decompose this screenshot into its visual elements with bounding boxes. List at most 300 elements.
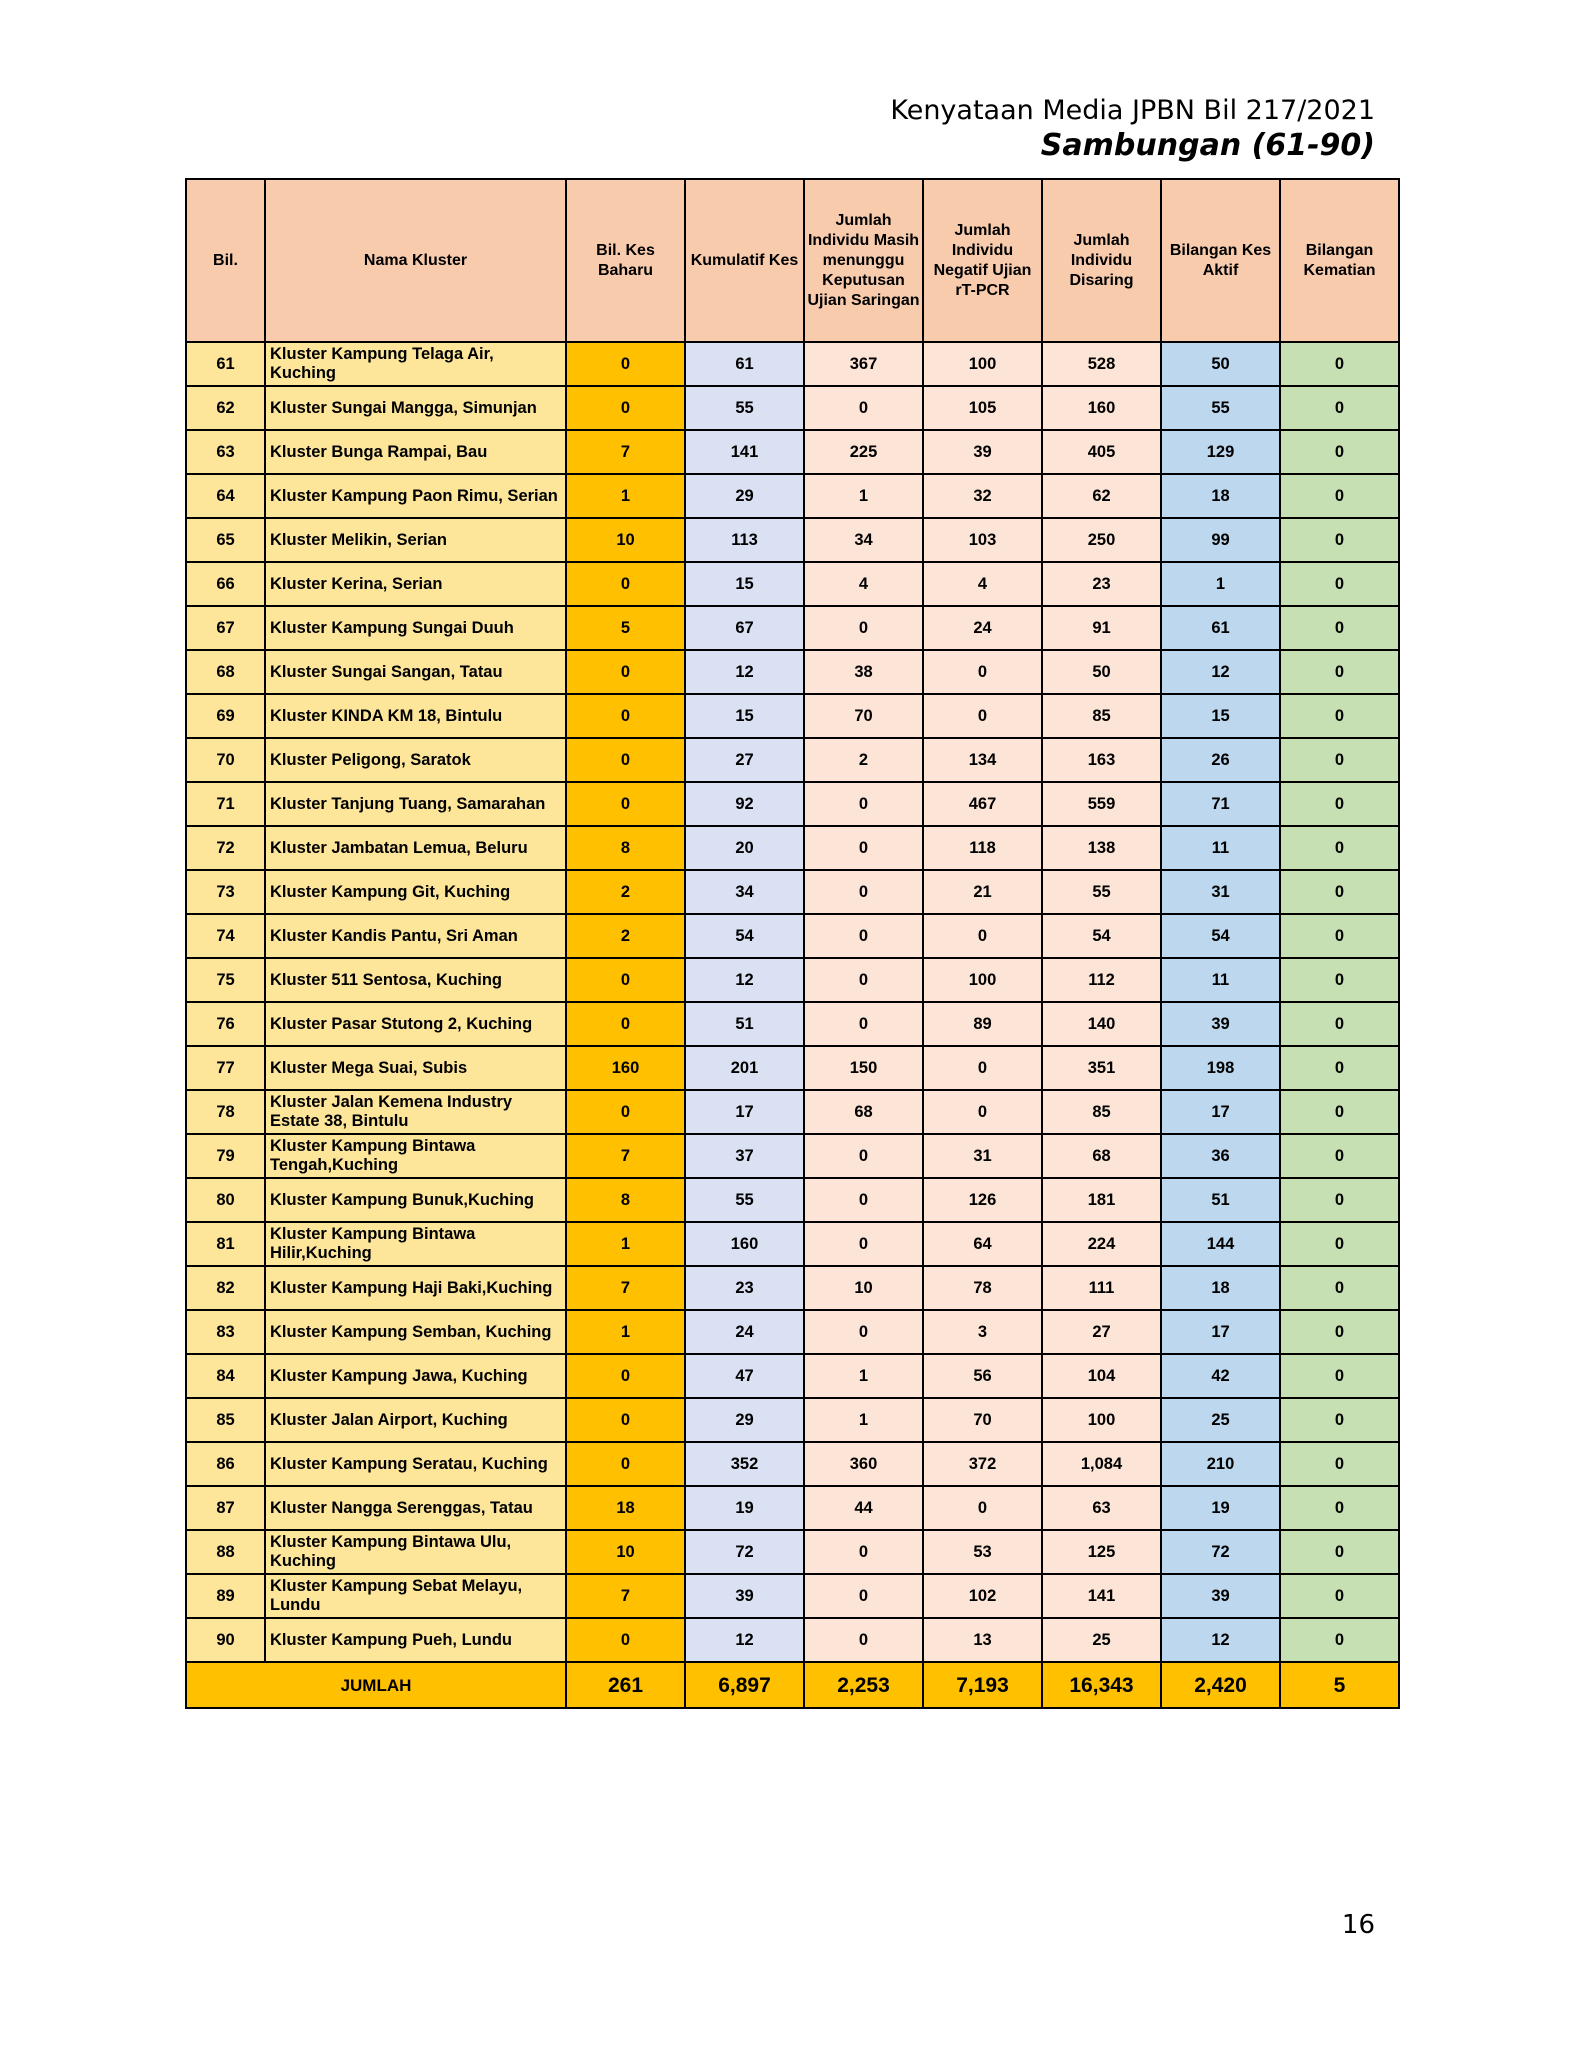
cell-aktif: 11 (1161, 958, 1280, 1002)
cell-nama-kluster: Kluster Kampung Bintawa Ulu, Kuching (265, 1530, 566, 1574)
cell-kematian: 0 (1280, 1134, 1399, 1178)
cell-aktif: 15 (1161, 694, 1280, 738)
cell-negatif: 78 (923, 1266, 1042, 1310)
cell-kematian: 0 (1280, 1354, 1399, 1398)
cell-bil: 65 (186, 518, 265, 562)
cell-disaring: 62 (1042, 474, 1161, 518)
cell-bil: 61 (186, 342, 265, 386)
cell-disaring: 125 (1042, 1530, 1161, 1574)
cell-negatif: 0 (923, 914, 1042, 958)
cell-bil: 87 (186, 1486, 265, 1530)
cell-kes-baharu: 0 (566, 342, 685, 386)
cell-aktif: 42 (1161, 1354, 1280, 1398)
cell-kumulatif: 34 (685, 870, 804, 914)
col-header-kumulatif: Kumulatif Kes (685, 179, 804, 342)
cell-bil: 81 (186, 1222, 265, 1266)
cell-menunggu: 150 (804, 1046, 923, 1090)
cell-menunggu: 0 (804, 782, 923, 826)
cell-kematian: 0 (1280, 1618, 1399, 1662)
cell-kes-baharu: 0 (566, 562, 685, 606)
cell-nama-kluster: Kluster Jalan Airport, Kuching (265, 1398, 566, 1442)
cell-bil: 83 (186, 1310, 265, 1354)
cell-disaring: 224 (1042, 1222, 1161, 1266)
cell-kematian: 0 (1280, 1002, 1399, 1046)
cell-kematian: 0 (1280, 738, 1399, 782)
table-row (186, 1618, 1399, 1662)
cell-menunggu: 0 (804, 1222, 923, 1266)
cluster-table (185, 178, 1400, 1709)
cell-nama-kluster: Kluster Kampung Telaga Air, Kuching (265, 342, 566, 386)
total-aktif: 2,420 (1161, 1662, 1280, 1708)
table-row (186, 1310, 1399, 1354)
cell-kumulatif: 55 (685, 386, 804, 430)
cell-kumulatif: 17 (685, 1090, 804, 1134)
cell-kumulatif: 29 (685, 474, 804, 518)
cell-aktif: 25 (1161, 1398, 1280, 1442)
cell-aktif: 12 (1161, 650, 1280, 694)
cell-aktif: 19 (1161, 1486, 1280, 1530)
cell-nama-kluster: Kluster Mega Suai, Subis (265, 1046, 566, 1090)
cell-kematian: 0 (1280, 1398, 1399, 1442)
cell-disaring: 1,084 (1042, 1442, 1161, 1486)
cell-nama-kluster: Kluster Kampung Seratau, Kuching (265, 1442, 566, 1486)
cell-bil: 63 (186, 430, 265, 474)
cell-disaring: 351 (1042, 1046, 1161, 1090)
cell-aktif: 99 (1161, 518, 1280, 562)
cell-negatif: 118 (923, 826, 1042, 870)
table-row (186, 958, 1399, 1002)
cell-negatif: 0 (923, 650, 1042, 694)
cell-kematian: 0 (1280, 650, 1399, 694)
cell-kes-baharu: 18 (566, 1486, 685, 1530)
table-row (186, 1574, 1399, 1618)
cell-kumulatif: 160 (685, 1222, 804, 1266)
table-row (186, 1134, 1399, 1178)
cell-disaring: 55 (1042, 870, 1161, 914)
cell-menunggu: 1 (804, 1398, 923, 1442)
cell-negatif: 70 (923, 1398, 1042, 1442)
cell-nama-kluster: Kluster Kampung Paon Rimu, Serian (265, 474, 566, 518)
cell-disaring: 23 (1042, 562, 1161, 606)
cell-nama-kluster: Kluster Kampung Bintawa Hilir,Kuching (265, 1222, 566, 1266)
cell-kumulatif: 55 (685, 1178, 804, 1222)
cell-negatif: 126 (923, 1178, 1042, 1222)
cell-bil: 85 (186, 1398, 265, 1442)
cell-bil: 74 (186, 914, 265, 958)
cell-menunggu: 0 (804, 1178, 923, 1222)
cell-menunggu: 0 (804, 1134, 923, 1178)
cell-bil: 67 (186, 606, 265, 650)
col-header-kematian: Bilangan Kematian (1280, 179, 1399, 342)
cell-aktif: 39 (1161, 1002, 1280, 1046)
cell-negatif: 24 (923, 606, 1042, 650)
cell-negatif: 13 (923, 1618, 1042, 1662)
cell-bil: 68 (186, 650, 265, 694)
cell-negatif: 102 (923, 1574, 1042, 1618)
cell-nama-kluster: Kluster 511 Sentosa, Kuching (265, 958, 566, 1002)
cell-aktif: 31 (1161, 870, 1280, 914)
cell-kumulatif: 54 (685, 914, 804, 958)
cell-nama-kluster: Kluster Nangga Serenggas, Tatau (265, 1486, 566, 1530)
cell-kematian: 0 (1280, 782, 1399, 826)
cell-menunggu: 1 (804, 1354, 923, 1398)
table-header-row (186, 179, 1399, 342)
cell-aktif: 12 (1161, 1618, 1280, 1662)
cell-kes-baharu: 160 (566, 1046, 685, 1090)
cell-nama-kluster: Kluster Kampung Pueh, Lundu (265, 1618, 566, 1662)
cell-aktif: 54 (1161, 914, 1280, 958)
page-number: 16 (1341, 1910, 1375, 1940)
cell-disaring: 160 (1042, 386, 1161, 430)
cell-nama-kluster: Kluster Kampung Bunuk,Kuching (265, 1178, 566, 1222)
table-row (186, 562, 1399, 606)
cell-menunggu: 68 (804, 1090, 923, 1134)
cell-kumulatif: 15 (685, 694, 804, 738)
cell-menunggu: 44 (804, 1486, 923, 1530)
cell-kes-baharu: 0 (566, 694, 685, 738)
cell-disaring: 85 (1042, 694, 1161, 738)
cell-menunggu: 70 (804, 694, 923, 738)
cell-kematian: 0 (1280, 826, 1399, 870)
cell-kematian: 0 (1280, 1310, 1399, 1354)
cell-kes-baharu: 0 (566, 650, 685, 694)
cell-kematian: 0 (1280, 562, 1399, 606)
table-row (186, 694, 1399, 738)
cell-disaring: 559 (1042, 782, 1161, 826)
cell-kumulatif: 23 (685, 1266, 804, 1310)
cell-kes-baharu: 5 (566, 606, 685, 650)
cell-aktif: 18 (1161, 474, 1280, 518)
cell-kematian: 0 (1280, 1442, 1399, 1486)
cell-aktif: 39 (1161, 1574, 1280, 1618)
cell-menunggu: 0 (804, 958, 923, 1002)
cell-bil: 62 (186, 386, 265, 430)
cell-nama-kluster: Kluster Kampung Haji Baki,Kuching (265, 1266, 566, 1310)
cell-bil: 79 (186, 1134, 265, 1178)
cell-aktif: 71 (1161, 782, 1280, 826)
cell-nama-kluster: Kluster Kampung Sungai Duuh (265, 606, 566, 650)
cell-kes-baharu: 0 (566, 1090, 685, 1134)
cell-bil: 77 (186, 1046, 265, 1090)
cell-kumulatif: 47 (685, 1354, 804, 1398)
cell-aktif: 17 (1161, 1090, 1280, 1134)
cell-disaring: 405 (1042, 430, 1161, 474)
total-negatif: 7,193 (923, 1662, 1042, 1708)
cell-aktif: 210 (1161, 1442, 1280, 1486)
cell-negatif: 0 (923, 1046, 1042, 1090)
table-row (186, 1354, 1399, 1398)
cell-bil: 82 (186, 1266, 265, 1310)
cell-kes-baharu: 8 (566, 826, 685, 870)
cell-negatif: 372 (923, 1442, 1042, 1486)
cell-bil: 89 (186, 1574, 265, 1618)
table-row (186, 342, 1399, 386)
cell-kumulatif: 113 (685, 518, 804, 562)
cell-kematian: 0 (1280, 1530, 1399, 1574)
cell-menunggu: 0 (804, 1530, 923, 1574)
cell-kematian: 0 (1280, 694, 1399, 738)
table-row (186, 650, 1399, 694)
cell-aktif: 144 (1161, 1222, 1280, 1266)
cell-kumulatif: 12 (685, 650, 804, 694)
cell-disaring: 112 (1042, 958, 1161, 1002)
table-row (186, 1178, 1399, 1222)
cell-kes-baharu: 7 (566, 1134, 685, 1178)
cell-bil: 69 (186, 694, 265, 738)
cell-aktif: 61 (1161, 606, 1280, 650)
cell-kumulatif: 72 (685, 1530, 804, 1574)
table-row (186, 1266, 1399, 1310)
cell-negatif: 134 (923, 738, 1042, 782)
total-disaring: 16,343 (1042, 1662, 1161, 1708)
cell-menunggu: 38 (804, 650, 923, 694)
table-row (186, 826, 1399, 870)
cell-menunggu: 2 (804, 738, 923, 782)
cell-disaring: 68 (1042, 1134, 1161, 1178)
cell-aktif: 18 (1161, 1266, 1280, 1310)
cell-menunggu: 360 (804, 1442, 923, 1486)
cell-aktif: 129 (1161, 430, 1280, 474)
cell-kumulatif: 352 (685, 1442, 804, 1486)
table-row (186, 1090, 1399, 1134)
cell-kes-baharu: 0 (566, 1618, 685, 1662)
cell-menunggu: 0 (804, 870, 923, 914)
cell-menunggu: 0 (804, 1002, 923, 1046)
col-header-nama-kluster: Nama Kluster (265, 179, 566, 342)
cell-kes-baharu: 7 (566, 1574, 685, 1618)
col-header-menunggu: Jumlah Individu Masih menunggu Keputusan Ujian Saringan (804, 179, 923, 342)
cell-disaring: 138 (1042, 826, 1161, 870)
cell-bil: 86 (186, 1442, 265, 1486)
cell-kumulatif: 27 (685, 738, 804, 782)
cell-kumulatif: 19 (685, 1486, 804, 1530)
cell-bil: 84 (186, 1354, 265, 1398)
cell-nama-kluster: Kluster Melikin, Serian (265, 518, 566, 562)
cell-disaring: 100 (1042, 1398, 1161, 1442)
cell-kumulatif: 15 (685, 562, 804, 606)
cell-menunggu: 367 (804, 342, 923, 386)
table-row (186, 474, 1399, 518)
table-row (186, 430, 1399, 474)
cell-menunggu: 4 (804, 562, 923, 606)
cell-bil: 64 (186, 474, 265, 518)
cell-kumulatif: 61 (685, 342, 804, 386)
cell-kumulatif: 20 (685, 826, 804, 870)
cell-kes-baharu: 0 (566, 386, 685, 430)
col-header-negatif: Jumlah Individu Negatif Ujian rT-PCR (923, 179, 1042, 342)
cell-kes-baharu: 2 (566, 870, 685, 914)
total-row (186, 1662, 1399, 1708)
cell-kematian: 0 (1280, 386, 1399, 430)
cell-menunggu: 0 (804, 386, 923, 430)
cell-nama-kluster: Kluster Peligong, Saratok (265, 738, 566, 782)
cell-kes-baharu: 0 (566, 738, 685, 782)
cell-kematian: 0 (1280, 606, 1399, 650)
cell-disaring: 54 (1042, 914, 1161, 958)
cell-disaring: 104 (1042, 1354, 1161, 1398)
cell-kes-baharu: 0 (566, 1002, 685, 1046)
table-row (186, 738, 1399, 782)
cell-negatif: 53 (923, 1530, 1042, 1574)
cell-kumulatif: 141 (685, 430, 804, 474)
cell-kematian: 0 (1280, 914, 1399, 958)
cell-bil: 90 (186, 1618, 265, 1662)
cell-bil: 71 (186, 782, 265, 826)
cell-kematian: 0 (1280, 1222, 1399, 1266)
cell-negatif: 31 (923, 1134, 1042, 1178)
cell-aktif: 198 (1161, 1046, 1280, 1090)
cell-disaring: 63 (1042, 1486, 1161, 1530)
cell-disaring: 250 (1042, 518, 1161, 562)
cell-kematian: 0 (1280, 1574, 1399, 1618)
cell-menunggu: 0 (804, 1618, 923, 1662)
cell-negatif: 39 (923, 430, 1042, 474)
cell-kes-baharu: 10 (566, 1530, 685, 1574)
cell-kes-baharu: 0 (566, 1354, 685, 1398)
cell-negatif: 56 (923, 1354, 1042, 1398)
cell-kumulatif: 51 (685, 1002, 804, 1046)
cell-nama-kluster: Kluster Kampung Jawa, Kuching (265, 1354, 566, 1398)
cell-negatif: 103 (923, 518, 1042, 562)
cell-disaring: 111 (1042, 1266, 1161, 1310)
col-header-bil: Bil. (186, 179, 265, 342)
cell-nama-kluster: Kluster Kandis Pantu, Sri Aman (265, 914, 566, 958)
cell-nama-kluster: Kluster Tanjung Tuang, Samarahan (265, 782, 566, 826)
table-row (186, 518, 1399, 562)
cell-nama-kluster: Kluster Bunga Rampai, Bau (265, 430, 566, 474)
cell-aktif: 17 (1161, 1310, 1280, 1354)
cell-negatif: 89 (923, 1002, 1042, 1046)
table-row (186, 386, 1399, 430)
cell-kematian: 0 (1280, 958, 1399, 1002)
cell-disaring: 528 (1042, 342, 1161, 386)
cell-kumulatif: 201 (685, 1046, 804, 1090)
cell-kematian: 0 (1280, 1486, 1399, 1530)
cell-negatif: 3 (923, 1310, 1042, 1354)
table-row (186, 1046, 1399, 1090)
cell-nama-kluster: Kluster Kampung Semban, Kuching (265, 1310, 566, 1354)
cell-menunggu: 34 (804, 518, 923, 562)
cell-aktif: 36 (1161, 1134, 1280, 1178)
cell-kes-baharu: 1 (566, 474, 685, 518)
cell-nama-kluster: Kluster Jambatan Lemua, Beluru (265, 826, 566, 870)
cell-negatif: 0 (923, 1090, 1042, 1134)
cell-disaring: 181 (1042, 1178, 1161, 1222)
cell-bil: 72 (186, 826, 265, 870)
table-row (186, 1002, 1399, 1046)
cell-menunggu: 0 (804, 914, 923, 958)
cell-aktif: 72 (1161, 1530, 1280, 1574)
cell-aktif: 11 (1161, 826, 1280, 870)
cell-kematian: 0 (1280, 518, 1399, 562)
cell-bil: 73 (186, 870, 265, 914)
cell-negatif: 467 (923, 782, 1042, 826)
cell-bil: 75 (186, 958, 265, 1002)
cell-menunggu: 1 (804, 474, 923, 518)
cell-nama-kluster: Kluster Kampung Bintawa Tengah,Kuching (265, 1134, 566, 1178)
cell-kematian: 0 (1280, 1266, 1399, 1310)
cell-kes-baharu: 10 (566, 518, 685, 562)
cell-kumulatif: 12 (685, 958, 804, 1002)
continuation-subtitle: Sambungan (61-90) (1040, 128, 1375, 163)
cell-negatif: 100 (923, 342, 1042, 386)
cell-menunggu: 0 (804, 826, 923, 870)
cell-negatif: 21 (923, 870, 1042, 914)
cell-kematian: 0 (1280, 430, 1399, 474)
cell-kematian: 0 (1280, 342, 1399, 386)
total-label: JUMLAH (186, 1662, 566, 1708)
cell-kematian: 0 (1280, 1046, 1399, 1090)
cell-kumulatif: 37 (685, 1134, 804, 1178)
cell-kematian: 0 (1280, 1090, 1399, 1134)
table-row (186, 1530, 1399, 1574)
cell-nama-kluster: Kluster Sungai Mangga, Simunjan (265, 386, 566, 430)
cell-kumulatif: 12 (685, 1618, 804, 1662)
cell-negatif: 64 (923, 1222, 1042, 1266)
cell-menunggu: 0 (804, 1310, 923, 1354)
cell-menunggu: 10 (804, 1266, 923, 1310)
cell-disaring: 27 (1042, 1310, 1161, 1354)
cell-bil: 80 (186, 1178, 265, 1222)
cell-menunggu: 225 (804, 430, 923, 474)
col-header-disaring: Jumlah Individu Disaring (1042, 179, 1161, 342)
cell-aktif: 50 (1161, 342, 1280, 386)
table-row (186, 1398, 1399, 1442)
table-body (186, 342, 1399, 1662)
cell-nama-kluster: Kluster Sungai Sangan, Tatau (265, 650, 566, 694)
cell-negatif: 32 (923, 474, 1042, 518)
cell-bil: 88 (186, 1530, 265, 1574)
cell-kes-baharu: 1 (566, 1310, 685, 1354)
cell-bil: 66 (186, 562, 265, 606)
statement-title: Kenyataan Media JPBN Bil 217/2021 (890, 95, 1375, 126)
cell-nama-kluster: Kluster Kampung Git, Kuching (265, 870, 566, 914)
total-kumulatif: 6,897 (685, 1662, 804, 1708)
table-row (186, 914, 1399, 958)
cell-kumulatif: 39 (685, 1574, 804, 1618)
cell-nama-kluster: Kluster Pasar Stutong 2, Kuching (265, 1002, 566, 1046)
cell-negatif: 100 (923, 958, 1042, 1002)
total-kes-baharu: 261 (566, 1662, 685, 1708)
cell-kumulatif: 24 (685, 1310, 804, 1354)
table-row (186, 1222, 1399, 1266)
cell-kematian: 0 (1280, 1178, 1399, 1222)
cell-kes-baharu: 8 (566, 1178, 685, 1222)
cell-menunggu: 0 (804, 606, 923, 650)
table-row (186, 870, 1399, 914)
cell-menunggu: 0 (804, 1574, 923, 1618)
cell-bil: 76 (186, 1002, 265, 1046)
cell-negatif: 0 (923, 694, 1042, 738)
cell-disaring: 25 (1042, 1618, 1161, 1662)
cell-negatif: 105 (923, 386, 1042, 430)
cell-kes-baharu: 2 (566, 914, 685, 958)
cell-kes-baharu: 7 (566, 1266, 685, 1310)
cell-negatif: 0 (923, 1486, 1042, 1530)
table-row (186, 1442, 1399, 1486)
cell-kes-baharu: 0 (566, 782, 685, 826)
cell-nama-kluster: Kluster KINDA KM 18, Bintulu (265, 694, 566, 738)
cell-kematian: 0 (1280, 870, 1399, 914)
cell-bil: 70 (186, 738, 265, 782)
cell-kes-baharu: 0 (566, 958, 685, 1002)
cell-kumulatif: 29 (685, 1398, 804, 1442)
cell-aktif: 1 (1161, 562, 1280, 606)
total-menunggu: 2,253 (804, 1662, 923, 1708)
cell-disaring: 141 (1042, 1574, 1161, 1618)
cell-aktif: 51 (1161, 1178, 1280, 1222)
cell-disaring: 50 (1042, 650, 1161, 694)
